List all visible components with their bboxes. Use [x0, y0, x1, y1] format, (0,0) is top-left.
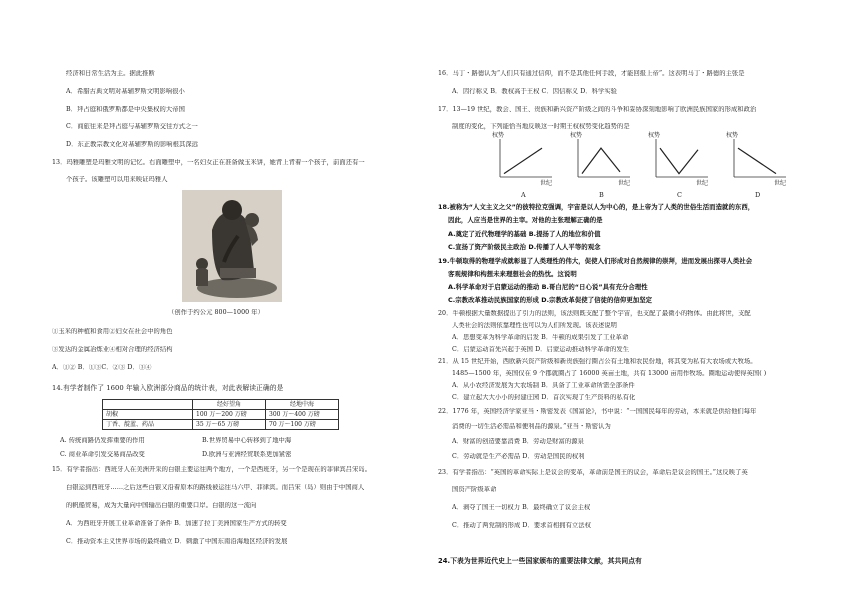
- chart-option-label: B: [599, 191, 604, 199]
- q15-stem: 15．有学者指出：西班牙人在美洲开采的白银主要运往两个地方，一个是西班牙，另一个是现在的菲律宾吕宋岛。: [52, 466, 372, 473]
- q15-stem-2: 白银运到西班牙……之后这些白银又沿着原本的路线被运往马六甲、菲律宾。而吕宋（岛）则由于中国商人: [66, 484, 365, 491]
- q17-charts-svg: [490, 131, 800, 201]
- q13-options: A．①② B．①③C．②③ D．③④: [52, 364, 152, 371]
- q20-options-1: A．思想变革为科学革命的启发 B．牛顿的成果引发了工业革命: [452, 334, 629, 341]
- q14-stem: 14.有学者制作了 1600 年输入欧洲部分商品的统计表，对此表解读正确的是: [52, 384, 284, 392]
- table-row: [103, 420, 339, 430]
- q23-options-2: C．推动了两党制的形成 D．要求首相拥有立法权: [452, 522, 591, 529]
- q24-stem: 24.下表为世界近代史上一些国家颁布的重要法律文献，其共同点有: [438, 557, 642, 565]
- q18-options-1: A.奠定了近代物理学的基础 B.提扬了人的地位和价值: [448, 230, 601, 238]
- q22-stem-2: 消费的一切生活必需品和便利品的源泉。”亚当・斯密认为: [452, 423, 611, 430]
- q12-option-a: A．希腊古典文明对基辅罗斯文明影响很小: [66, 88, 185, 95]
- q22-stem: 22．1776 年，英国经济学家亚当・斯密发表《国富论》，书中说：“一国国民每年的劳动，本来就是供给他们每年: [438, 408, 757, 415]
- q19-stem-2: 客观规律和构想未来理想社会的热忱。这说明: [448, 270, 577, 278]
- table-cell: 70 万～100 万磅: [266, 420, 339, 430]
- q13-stem-cont: 个孩子。该雕塑可以用来映证玛雅人: [66, 176, 168, 183]
- q14-option-d: D.欧洲与亚洲经贸联系更加紧密: [202, 451, 292, 458]
- q12-stem-cont: 经济和日常生活为主。据此推断: [66, 70, 155, 77]
- q14-option-a: A. 传统商路仍发挥重要的作用: [60, 437, 145, 444]
- table-cell: 经好望角: [193, 400, 266, 410]
- q14-option-c: C. 商业革命引发交易商品改变: [60, 451, 145, 458]
- q18-options-2: C.宣扬了资产阶级民主政治 D.传播了人人平等的观念: [448, 243, 601, 251]
- chart-trend-line: [660, 148, 698, 174]
- chart-x-label: 世纪: [618, 180, 631, 187]
- chart-option-label: A: [521, 191, 526, 199]
- chart-option-label: D: [755, 191, 761, 199]
- table-row: [103, 410, 339, 420]
- q13-items-2: ③发达的金属冶炼业④相对合理的经济结构: [52, 346, 173, 353]
- maya-sculpture-photo: [182, 190, 282, 302]
- q16-options: A．因行称义 B．教权高于王权 C．因信称义 D．科学实验: [452, 88, 618, 95]
- chart-y-label: 权势: [648, 132, 661, 139]
- q17-trend-charts: [490, 131, 800, 201]
- table-header-row: [103, 400, 339, 410]
- table-cell: 丁香、靛蓝、药品: [103, 420, 193, 430]
- chart-trend-line: [504, 148, 542, 174]
- chart-y-label: 权势: [726, 132, 739, 139]
- q18-stem-2: 因此，人应当是世界的主宰。对他的主张理解正确的是: [448, 216, 603, 224]
- q21-options-2: C．建立起大大小小的封建庄园 D．首次实现了生产资料的私有化: [452, 394, 636, 401]
- chart-option-label: C: [677, 191, 682, 199]
- q14-option-b: B.世界贸易中心转移到了地中海: [202, 437, 292, 444]
- table-cell: 300 万～400 万磅: [266, 410, 339, 420]
- chart-x-label: 世纪: [540, 180, 553, 187]
- q17-stem: 17．13—19 世纪，教会、国王、贵族和新兴资产阶级之间的斗争和妥协深刻地影响了欧洲民族国家的形成和政治: [438, 106, 757, 113]
- q15-options-2: C．推动资本主义世界市场的最终确立 D．刺激了中国东南沿海地区经济的发展: [66, 538, 288, 545]
- q21-stem: 21．从 15 世纪开始，西欧新兴资产阶级和新贵族强行圈占公有土地和农民份地，将其变为私有大农场或大牧场。: [438, 358, 757, 365]
- q21-stem-2: 1485—1500 年，英国仅在 9 个郡就圈占了 16000 英亩土地，共有 13000 亩用作牧场。圈地运动使得英国( ): [452, 370, 767, 377]
- q13-stem: 13．玛雅雕塑是玛雅文明的记忆。右面雕塑中，一名妇女正在准备做玉米饼，她背上背着一个孩子，前面还有一: [52, 159, 365, 166]
- q16-stem: 16．马丁・路德认为“人们只有通过信仰，而不是其他任何手段，才能回报上帝”。这表明马丁・路德的主张是: [438, 70, 745, 77]
- q14-trade-table: [102, 399, 339, 430]
- q20-stem: 20．牛顿根据大量数据提出了引力的法则，该法则既支配了整个宇宙，也支配了最微小的物体。由此将世，支配: [438, 310, 751, 317]
- q21-options-1: A．从小农经济发展为大农场制 B．具备了工业革命所需全部条件: [452, 382, 635, 389]
- chart-trend-line: [582, 148, 620, 174]
- table-cell: 100 万～200 万磅: [193, 410, 266, 420]
- chart-x-label: 世纪: [774, 180, 787, 187]
- q17-stem-2: 制度的变化，下列能恰当地反映这一时期王权权势变化趋势的是: [452, 123, 630, 130]
- q22-options-2: C．劳动就是生产必需品 D．劳动是国民的权利: [452, 453, 585, 460]
- q15-stem-3: 的帆船贸易，成为大量向中国输出白银的重要口岸。白银的这一流向: [66, 502, 257, 509]
- table-cell: 胡椒: [103, 410, 193, 420]
- q18-stem: 18.被称为“人文主义之父”的彼特拉克强调，宇宙是以人为中心的，是上帝为了人类的世俗生活而造就的东西，: [438, 203, 755, 211]
- q13-items-1: ①玉米的种植和食用②妇女在社会中的角色: [52, 328, 173, 335]
- q15-options-1: A．为西班牙开展工业革命准备了条件 B．加速了拉丁美洲国家生产方式的转变: [66, 520, 287, 527]
- q22-options-1: A．财富的创造要靠消费 B．劳动是财富的源泉: [452, 438, 584, 445]
- table-cell: 35 万～65 万磅: [193, 420, 266, 430]
- chart-x-label: 世纪: [696, 180, 709, 187]
- q23-options-1: A．剥夺了国王一切权力 B．最终确立了议会主权: [452, 504, 591, 511]
- chart-y-label: 权势: [570, 132, 583, 139]
- table-cell: [103, 400, 193, 410]
- q23-stem-2: 国资产阶级革命: [452, 486, 497, 493]
- q20-stem-2: 人类社会的法则依靠理性也可以为人们所发现。该表述说明: [452, 322, 618, 329]
- chart-y-label: 权势: [492, 132, 505, 139]
- q12-option-c: C．商旅往来是拜占庭与基辅罗斯交往方式之一: [66, 123, 198, 130]
- q12-option-d: D．东正教宗教文化对基辅罗斯的影响根其深远: [66, 141, 199, 148]
- q23-stem: 23．有学者指出：“英国的革命实际上是议会的变革，革命前是国王的议会，革命后是议会的国王。”这反映了英: [438, 469, 748, 476]
- q19-options-1: A.科学革命对于启蒙运动的推动 B.哥白尼的“日心说”具有充分合理性: [448, 283, 648, 291]
- q19-options-2: C.宗教改革推动民族国家的形成 D.宗教改革促使了信徒的信仰更加坚定: [448, 296, 653, 304]
- q19-stem: 19.牛顿取得的物理学成就彰显了人类理性的伟大，促使人们形成对自然规律的崇拜，进而发展出探寻人类社会: [438, 257, 753, 265]
- chart-trend-line: [738, 148, 776, 174]
- q12-option-b: B．拜占庭和俄罗斯都是中央集权的大帝国: [66, 106, 185, 113]
- table-cell: 经地中海: [266, 400, 339, 410]
- q20-options-2: C．启蒙运动首先兴起于英国 D．启蒙运动推动科学革命的发生: [452, 346, 630, 353]
- q13-caption: （创作于约公元 800—1000 年）: [168, 309, 264, 316]
